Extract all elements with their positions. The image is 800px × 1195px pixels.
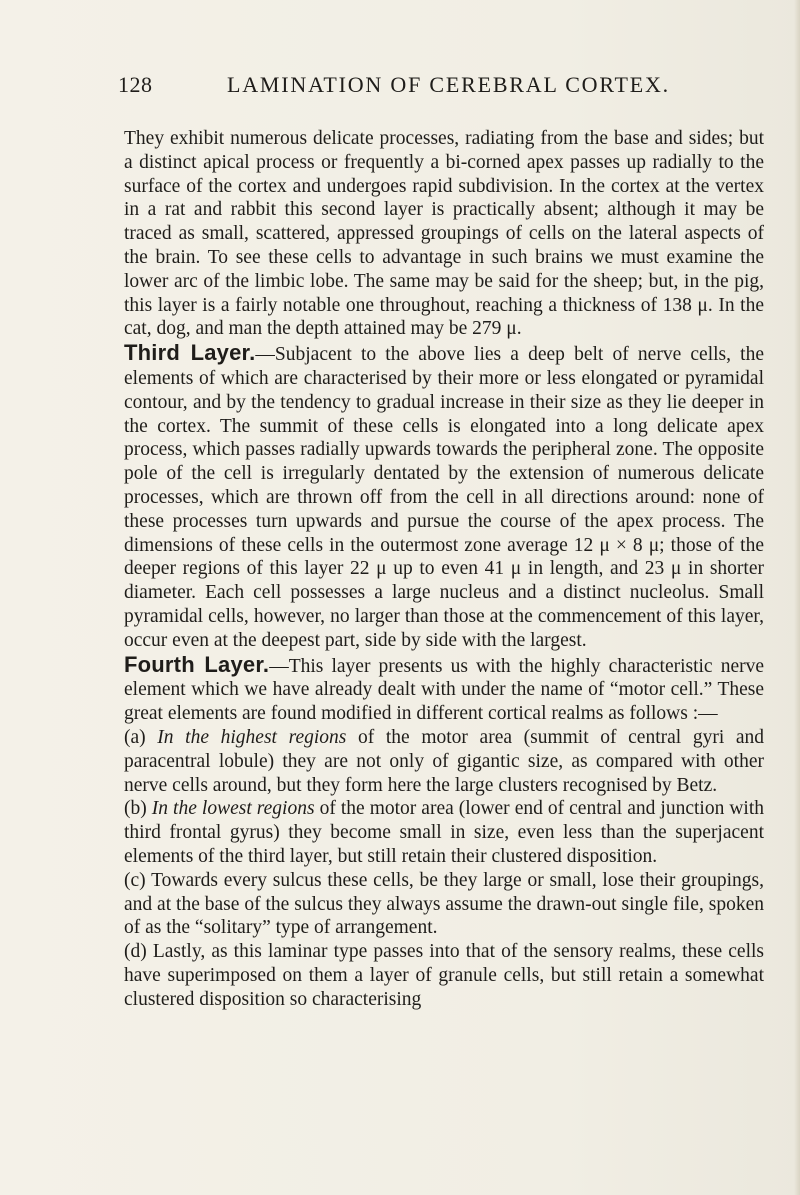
third-layer-body: —Subjacent to the above lies a deep belt of nerve cells, the elements of which are characterised by their more or less elongated or pyramidal contour, and by the tendency to gradual increase in their size as they lie deeper in the cortex. The summit of these cells is elongated into a long delicate apex process, which passes radially upwards towards the peripheral zone. The opposite pole of the cell is irregularly dentated by the extension of numerous delicate processes, which are thrown off from the cell in all directions around: none of these processes turn upwards and pursue the course of the apex process. The dimensions of these cells in the outermost zone average 12 μ × 8 μ; those of the deeper regions of this layer 22 μ up to even 41 μ in length, and 23 μ in shorter diameter. Each cell possesses a large nucleus and a distinct nucleolus. Small pyramidal cells, however, no larger than those at the commencement of this layer, occur even at the deepest part, side by side with the largest.: [124, 344, 764, 651]
paragraph-third-layer: [124, 341, 764, 652]
fourth-layer-body: —This layer presents us with the highly characteristic nerve element which we have already dealt with under the name of “motor cell.” These great elements are found modified in different cortical realms as follows :—: [124, 655, 764, 725]
section-heading-third-layer: Third Layer.: [124, 340, 256, 366]
list-item-d: (d) Lastly, as this laminar type passes into that of the sensory realms, these cells have superimposed on them a layer of granule cells, but still retain a somewhat clustered disposition so characterising: [124, 941, 764, 1010]
item-b-italic: In the lowest regions: [151, 798, 315, 820]
item-b-label: (b): [124, 798, 147, 820]
item-a-italic: In the highest regions: [157, 726, 347, 748]
list-item-c: (c) Towards every sulcus these cells, be they large or small, lose their groupings, and at the base of the sulcus they always assume the drawn-out single file, spoken of as the “solitary” type of arrangement.: [124, 869, 764, 939]
body-text: [124, 127, 764, 1011]
page-number: 128: [118, 72, 153, 97]
paragraph-intro: They exhibit numerous delicate processes, radiating from the base and sides; but a distinct apical process or frequently a bi-corned apex passes up radially to the surface of the cortex and undergoes rapid subdivision. In the cortex at the vertex in a rat and rabbit this second layer is practically absent; although it may be traced as small, scattered, appressed groupings of cells on the lateral aspects of the brain. To see these cells to advantage in such brains we must examine the lower arc of the limbic lobe. The same may be said for the sheep; but, in the pig, this layer is a fairly notable one throughout, reaching a thickness of 138 μ. In the cat, dog, and man the depth attained may be 279 μ.: [124, 128, 764, 340]
section-heading-fourth-layer: Fourth Layer.: [124, 651, 270, 677]
item-a-text: of the motor area (summit of central gyri and paracentral lobule) they are not only of gigantic size, as compared with other nerve cells around, but they form here the large clusters recognised by Betz.: [124, 726, 765, 796]
item-b-text: of the motor area (lower end of central and junction with third frontal gyrus) they become small in size, even less than the superjacent elements of the third layer, but still retain their clustered disposition.: [124, 798, 765, 867]
paragraph-fourth-layer: [124, 653, 764, 726]
page-edge: [794, 0, 800, 1195]
running-title: LAMINATION OF CEREBRAL CORTEX.: [227, 72, 670, 97]
list-item-b: [124, 797, 764, 868]
list-item-a: [124, 726, 764, 797]
item-a-label: (a): [124, 726, 146, 748]
